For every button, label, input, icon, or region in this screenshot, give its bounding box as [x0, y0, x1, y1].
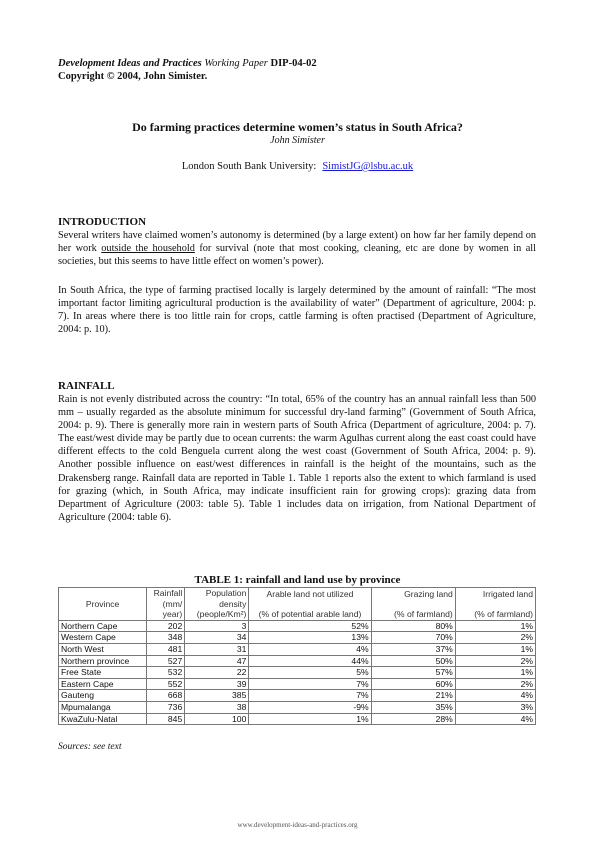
intro-p1-text-a: Several writers have claimed women’s autonomy is determined (by a large extent) on how far her family depend on her work: [58, 230, 536, 255]
table-row: [59, 678, 536, 690]
cell-irrigated: 2%: [455, 678, 535, 690]
table-row: [59, 620, 536, 632]
cell-province: Northern Cape: [59, 620, 147, 632]
cell-irrigated: 4%: [455, 690, 535, 702]
rainfall-paragraph-1: Rain is not evenly distributed across the country: “In total, 65% of the country has an annual rainfall less than 500 mm – usually regarded as the absolute minimum for successful dry-land farming” (Government of South Africa, 2004: p. 9). There is generally more rain in western parts of South Africa (Department of agriculture, 2004: p. 7). The east/west divide may be partly due to ocean currents: the warm Agulhas current along the east coast could have different effects to the cold Benguela current along the west coast (Government of South Africa, 2004: p. 9). Another possible influence on east/west differences in rainfall is the height of the mountains, such as the Drakensberg range. Rainfall data are reported in Table 1. Table 1 reports also the extent to which farmland is used for grazing (which, in South Africa, may indicate insufficient rain for growing crops): grazing data from Department of Agriculture (2003: table 5). Table 1 includes data on irrigation, from National Department of Agriculture (2004: table 6).: [58, 394, 536, 523]
cell-rainfall: 532: [147, 667, 185, 679]
cell-density: 100: [185, 713, 249, 725]
col-header-population-l3: (people/Km²): [196, 609, 247, 620]
table-header-row: [59, 588, 536, 621]
cell-rainfall: 552: [147, 678, 185, 690]
page-footer: www.development-ideas-and-practices.org: [237, 821, 358, 829]
cell-arable: 5%: [249, 667, 371, 679]
cell-grazing: 60%: [371, 678, 455, 690]
cell-rainfall: 845: [147, 713, 185, 725]
col-header-rainfall-l2: (mm/: [162, 598, 183, 609]
col-header-irrigated-l1: Irrigated land: [482, 588, 533, 599]
intro-paragraph-2: In South Africa, the type of farming practised locally is largely determined by the amount of rainfall: “The most important factor limiting agricultural production is the availability of water” (Department of agriculture, 2004: p. 7). In areas where there is too little rain for crops, cattle farming is often practised (Department of Agriculture, 2004: p. 10).: [58, 285, 536, 336]
cell-density: 3: [185, 620, 249, 632]
cell-province: Free State: [59, 667, 147, 679]
col-header-population-l2: density: [219, 598, 247, 609]
paper-id: DIP-04-02: [270, 58, 317, 69]
header-line-1: [58, 57, 317, 70]
cell-irrigated: 3%: [455, 701, 535, 713]
cell-province: North West: [59, 643, 147, 655]
cell-province: Mpumalanga: [59, 701, 147, 713]
col-header-arable-l2: (% of potential arable land): [258, 609, 362, 620]
cell-province: Northern province: [59, 655, 147, 667]
cell-grazing: 57%: [371, 667, 455, 679]
cell-grazing: 21%: [371, 690, 455, 702]
cell-rainfall: 202: [147, 620, 185, 632]
section-heading-introduction: INTRODUCTION: [58, 216, 147, 228]
col-header-rainfall-l3: year): [162, 609, 183, 620]
cell-irrigated: 1%: [455, 620, 535, 632]
cell-grazing: 37%: [371, 643, 455, 655]
table-row: [59, 643, 536, 655]
cell-grazing: 35%: [371, 701, 455, 713]
cell-density: 385: [185, 690, 249, 702]
table-caption: TABLE 1: rainfall and land use by province: [194, 574, 401, 586]
cell-arable: 1%: [249, 713, 371, 725]
rainfall-land-use-table: [58, 587, 536, 725]
cell-arable: 52%: [249, 620, 371, 632]
cell-rainfall: 668: [147, 690, 185, 702]
intro-paragraph-1: [58, 229, 536, 268]
cell-irrigated: 4%: [455, 713, 535, 725]
col-header-population: [185, 588, 249, 621]
col-header-irrigated-l2: (% of farmland): [474, 609, 533, 620]
section-heading-rainfall: RAINFALL: [58, 380, 115, 392]
cell-irrigated: 2%: [455, 655, 535, 667]
col-header-arable-l1: Arable land not utilized: [266, 588, 354, 599]
cell-grazing: 80%: [371, 620, 455, 632]
col-header-grazing: [371, 588, 455, 621]
series-name: Development Ideas and Practices: [58, 58, 202, 69]
col-header-grazing-l2: (% of farmland): [394, 609, 453, 620]
table-row: [59, 713, 536, 725]
cell-arable: 7%: [249, 690, 371, 702]
cell-province: Eastern Cape: [59, 678, 147, 690]
cell-rainfall: 527: [147, 655, 185, 667]
paper-author: John Simister: [270, 135, 325, 146]
table-row: [59, 632, 536, 644]
cell-arable: 13%: [249, 632, 371, 644]
cell-density: 22: [185, 667, 249, 679]
intro-p1-text-b: for survival (note that most cooking, cleaning, etc are done by women in all societies, but this seems to have little effect on women’s power).: [58, 243, 536, 268]
cell-density: 38: [185, 701, 249, 713]
cell-grazing: 70%: [371, 632, 455, 644]
paper-header: [58, 57, 317, 83]
cell-density: 31: [185, 643, 249, 655]
cell-density: 34: [185, 632, 249, 644]
paper-title: Do farming practices determine women’s status in South Africa?: [132, 120, 463, 134]
cell-arable: 4%: [249, 643, 371, 655]
cell-grazing: 50%: [371, 655, 455, 667]
col-header-rainfall-l1: Rainfall: [153, 588, 183, 598]
col-header-irrigated: [455, 588, 535, 621]
col-header-province: Province: [59, 588, 147, 621]
cell-irrigated: 1%: [455, 667, 535, 679]
cell-rainfall: 348: [147, 632, 185, 644]
affiliation: London South Bank University:: [181, 161, 317, 172]
table-row: [59, 690, 536, 702]
intro-p1-underline: outside the household: [101, 243, 195, 255]
col-header-arable: [249, 588, 371, 621]
cell-arable: 44%: [249, 655, 371, 667]
cell-density: 39: [185, 678, 249, 690]
cell-arable: 7%: [249, 678, 371, 690]
table-body: [59, 620, 536, 724]
cell-grazing: 28%: [371, 713, 455, 725]
cell-rainfall: 481: [147, 643, 185, 655]
table-sources: Sources: see text: [58, 742, 122, 752]
affiliation-line: [0, 161, 595, 172]
cell-irrigated: 2%: [455, 632, 535, 644]
cell-province: Gauteng: [59, 690, 147, 702]
cell-province: Western Cape: [59, 632, 147, 644]
series-type: Working Paper: [204, 58, 268, 69]
table-row: [59, 667, 536, 679]
cell-irrigated: 1%: [455, 643, 535, 655]
col-header-grazing-l1: Grazing land: [404, 588, 453, 599]
cell-arable: -9%: [249, 701, 371, 713]
cell-density: 47: [185, 655, 249, 667]
cell-rainfall: 736: [147, 701, 185, 713]
col-header-population-l1: Population: [205, 588, 247, 598]
cell-province: KwaZulu-Natal: [59, 713, 147, 725]
email-link[interactable]: SimistJG@lsbu.ac.uk: [322, 161, 414, 172]
table-row: [59, 655, 536, 667]
copyright: Copyright © 2004, John Simister.: [58, 71, 208, 82]
table-row: [59, 701, 536, 713]
col-header-rainfall: [147, 588, 185, 621]
